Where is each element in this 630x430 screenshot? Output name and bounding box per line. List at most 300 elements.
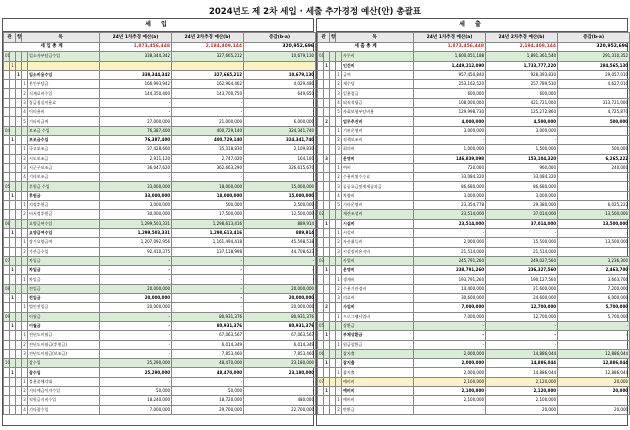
value-diff: 3,663,700: [558, 275, 630, 284]
value-diff: -: [244, 108, 316, 117]
value-diff: 20,000,000: [244, 303, 316, 312]
value-prev: 2,100,000: [414, 377, 486, 386]
value-prev: 7,000,000: [100, 405, 172, 414]
table-row: [4, 349, 316, 358]
table-row: [4, 359, 316, 368]
value-curr: 33,084,320: [486, 173, 558, 182]
value-diff: 20,000,000: [244, 294, 316, 303]
table-row: [318, 145, 630, 154]
value-curr: 37,014,000: [486, 210, 558, 219]
item-name: 시설비: [342, 219, 414, 228]
code-sub: 2: [22, 210, 28, 219]
table-row: [4, 266, 316, 275]
table-row: [4, 303, 316, 312]
header-curr: 24년 2차추경 예산(b): [172, 33, 244, 43]
value-diff: -: [558, 321, 630, 330]
value-curr: -: [172, 98, 244, 107]
table-row: [4, 61, 316, 70]
value-curr: 600,000: [486, 89, 558, 98]
table-row: [4, 80, 316, 89]
value-diff: 23,180,000: [244, 368, 316, 377]
value-diff: 15,000,000: [244, 182, 316, 191]
code-sub: 1: [22, 331, 28, 340]
item-name: 사업비: [342, 256, 414, 265]
revenue-total-row: [4, 43, 316, 52]
value-curr: 2,100,000: [486, 396, 558, 405]
code-sub: 2: [22, 247, 28, 256]
value-prev: 2,100,000: [414, 396, 486, 405]
code-mok: 1: [16, 70, 22, 79]
table-row: [318, 266, 630, 275]
code-hang: 1: [324, 61, 330, 70]
code-sub: 4: [336, 98, 342, 107]
value-curr: [172, 61, 244, 70]
table-row: [318, 284, 630, 293]
table-row: [318, 108, 630, 117]
value-prev: 144,350,400: [100, 89, 172, 98]
revenue-table: [3, 32, 316, 415]
table-row: [4, 396, 316, 405]
code-sub: 1: [336, 70, 342, 79]
code-gwan: 10: [4, 359, 10, 368]
table-row: [4, 126, 316, 135]
table-row: [4, 247, 316, 256]
value-curr: 1,298,613,416: [172, 219, 244, 228]
value-diff: 6,000,000: [558, 294, 630, 303]
item-name: 공공요금및제세공과금: [342, 182, 414, 191]
code-sub: 4: [22, 108, 28, 117]
value-prev: 27,000,000: [100, 117, 172, 126]
value-diff: 20,000,000: [244, 284, 316, 293]
code-hang: 1: [10, 321, 16, 330]
table-row: [4, 284, 316, 293]
item-name: 사무비: [342, 52, 414, 61]
value-diff: -: [558, 173, 630, 182]
table-row: [4, 98, 316, 107]
value-diff: 13,500,000: [558, 238, 630, 247]
value-curr: 1,733,777,220: [486, 61, 558, 70]
table-row: [4, 117, 316, 126]
code-hang: 1: [324, 266, 330, 275]
value-prev: 23,354,778: [414, 201, 486, 210]
value-prev: -: [100, 321, 172, 330]
value-diff: -: [244, 386, 316, 395]
value-curr: 29,700,000: [172, 405, 244, 414]
code-hang: 1: [10, 266, 16, 275]
value-curr: 327,665,212: [172, 52, 244, 61]
value-curr: 362,663,290: [172, 163, 244, 172]
value-diff: 13,500,000: [558, 210, 630, 219]
value-curr: 20,000: [486, 405, 558, 414]
value-prev: 1,299,503,331: [100, 228, 172, 237]
value-prev: 1,207,092,956: [100, 238, 172, 247]
value-prev: -: [414, 405, 486, 414]
value-diff: 45,598,538: [244, 238, 316, 247]
table-row: [4, 386, 316, 395]
value-prev: 4,000,000: [414, 117, 486, 126]
code-sub: 1: [22, 275, 28, 284]
table-row: [4, 173, 316, 182]
value-prev: 2,100,000: [414, 386, 486, 395]
table-row: [4, 135, 316, 144]
value-curr: 35,318,830: [172, 145, 244, 154]
table-row: [4, 228, 316, 237]
table-row: [318, 331, 630, 340]
value-diff: -: [558, 331, 630, 340]
value-prev: 146,839,098: [414, 154, 486, 163]
table-row: [4, 405, 316, 414]
table-row: [4, 377, 316, 386]
item-name: 상환금: [342, 321, 414, 330]
value-diff: -: [244, 377, 316, 386]
value-curr: -: [172, 108, 244, 117]
expenditure-table: [317, 32, 630, 415]
code-sub: 1: [336, 228, 342, 237]
value-diff: 313,721,000: [558, 98, 630, 107]
code-gwan: 05: [318, 321, 324, 330]
revenue-total-label: 세 입 총 계: [4, 43, 100, 52]
value-prev: -: [414, 340, 486, 349]
item-name: 기타보조금: [28, 173, 100, 182]
item-name: 수용기관경비: [342, 284, 414, 293]
expenditure-header-row: [318, 33, 630, 43]
value-diff: 44,708,623: [244, 247, 316, 256]
item-name: 프로그램사업비: [342, 312, 414, 321]
table-row: [318, 349, 630, 358]
value-prev: 18,240,000: [100, 396, 172, 405]
code-sub: 3: [22, 163, 28, 172]
value-diff: -: [558, 191, 630, 200]
item-name: 재산조성비: [342, 210, 414, 219]
header-diff: 증감(b-a): [244, 33, 316, 43]
header-prev: 24년 1차추경 예산(a): [100, 33, 172, 43]
table-row: [318, 303, 630, 312]
value-prev: -: [414, 135, 486, 144]
value-diff: 889,914: [244, 219, 316, 228]
value-curr: 3,000,000: [486, 191, 558, 200]
code-gwan: 03: [318, 256, 324, 265]
value-prev: 2,000,000: [414, 368, 486, 377]
value-curr: 50,000: [172, 386, 244, 395]
table-row: [4, 368, 316, 377]
table-row: [4, 340, 316, 349]
table-row: [318, 70, 630, 79]
item-name: 급여: [342, 70, 414, 79]
value-diff: -: [558, 247, 630, 256]
value-diff: 480,000: [244, 396, 316, 405]
value-diff: 2,500,000: [244, 201, 316, 210]
revenue-header-row: [4, 33, 316, 43]
code-hang: 1: [10, 228, 16, 237]
value-diff: 80,931,376: [244, 312, 316, 321]
value-prev: 30,000,000: [100, 210, 172, 219]
code-gwan: 07: [318, 377, 324, 386]
code-sub: 1: [22, 201, 28, 210]
value-prev: 36,047,620: [100, 163, 172, 172]
item-name: 입소비용수입: [28, 70, 100, 79]
code-hang: 1: [324, 359, 330, 368]
item-name: 요양급여수입: [28, 228, 100, 237]
item-name: 시설비: [342, 228, 414, 237]
value-curr: 12,700,000: [486, 303, 558, 312]
code-sub: 4: [22, 405, 28, 414]
item-name: 차입금: [28, 266, 100, 275]
item-name: 반환금: [342, 405, 414, 414]
code-sub: 1: [336, 312, 342, 321]
item-name: 식재료비수입: [28, 89, 100, 98]
item-name: 이월금: [28, 321, 100, 330]
table-row: [318, 340, 630, 349]
item-name: 여비: [342, 163, 414, 172]
value-curr: 15,500,000: [486, 238, 558, 247]
item-name: 운영비: [342, 154, 414, 163]
value-curr: 153,104,320: [486, 154, 558, 163]
code-hang: 2: [324, 303, 330, 312]
value-curr: 1,891,361,540: [486, 52, 558, 61]
table-row: [4, 321, 316, 330]
value-curr: -: [172, 377, 244, 386]
table-row: [318, 294, 630, 303]
table-row: [4, 256, 316, 265]
value-diff: 500,000: [558, 145, 630, 154]
table-row: [318, 89, 630, 98]
value-prev: 245,791,260: [414, 256, 486, 265]
item-name: 사회보험부담비용: [342, 108, 414, 117]
expenditure-section-title: 세 출: [317, 19, 627, 32]
table-row: [4, 108, 316, 117]
table-row: [318, 386, 630, 395]
item-name: 비지정후원금: [28, 210, 100, 219]
value-curr: -: [172, 266, 244, 275]
value-diff: 12,886,044: [558, 349, 630, 358]
value-prev: 33,084,320: [414, 173, 486, 182]
value-prev: -: [100, 256, 172, 265]
value-prev: 253,162,520: [414, 80, 486, 89]
code-gwan: 05: [4, 182, 10, 191]
header-hang: 항: [16, 33, 22, 43]
value-curr: -: [486, 340, 558, 349]
value-diff: 22,700,000: [244, 405, 316, 414]
table-row: [4, 70, 316, 79]
value-diff: 15,000,000: [244, 191, 316, 200]
value-diff: 80,931,376: [244, 321, 316, 330]
expenditure-panel: [316, 18, 628, 426]
header-prev: 24년 1차추경 예산(a): [414, 33, 486, 43]
value-curr: 2,120,000: [486, 377, 558, 386]
revenue-section-title: 세 입: [3, 19, 313, 32]
value-diff: -: [244, 266, 316, 275]
value-prev: 92,410,375: [100, 247, 172, 256]
value-prev: 20,000,000: [100, 294, 172, 303]
value-curr: 7,853,460: [172, 349, 244, 358]
header-mok: 목: [336, 33, 414, 43]
table-row: [4, 154, 316, 163]
value-prev: 20,000,000: [100, 303, 172, 312]
value-curr: -: [172, 256, 244, 265]
value-curr: 257,789,530: [486, 80, 558, 89]
value-diff: 6,014,349: [244, 340, 316, 349]
value-prev: 600,000: [414, 89, 486, 98]
value-prev: -: [100, 266, 172, 275]
value-curr: -: [172, 294, 244, 303]
value-curr: -: [172, 275, 244, 284]
value-prev: 129,998,730: [414, 108, 486, 117]
table-row: [4, 201, 316, 210]
value-curr: 500,000: [172, 201, 244, 210]
table-row: [318, 163, 630, 172]
table-row: [318, 405, 630, 414]
header-diff: 증감(b-a): [558, 33, 630, 43]
item-name: 전년도이월금(보조금): [28, 349, 100, 358]
code-hang: 1: [10, 135, 16, 144]
table-row: [318, 359, 630, 368]
code-gwan: 01: [318, 52, 324, 61]
code-hang: 1: [10, 368, 16, 377]
item-name: 이월금: [28, 312, 100, 321]
table-row: [4, 238, 316, 247]
code-hang: 1: [324, 386, 330, 395]
value-diff: 164,100: [244, 154, 316, 163]
value-diff: 23,180,000: [244, 359, 316, 368]
value-prev: 2,000,000: [414, 349, 486, 358]
value-prev: -: [100, 349, 172, 358]
table-row: [318, 182, 630, 191]
header-gwan: 관: [4, 33, 16, 43]
value-curr: 400,729,140: [172, 126, 244, 135]
code-gwan: 02: [318, 210, 324, 219]
value-curr: 21,514,000: [486, 247, 558, 256]
code-sub: 3: [22, 349, 28, 358]
value-curr: 48,470,000: [172, 368, 244, 377]
item-name: 차입금: [28, 256, 100, 265]
code-sub: 1: [336, 163, 342, 172]
code-sub: 2: [336, 80, 342, 89]
code-sub: 1: [336, 275, 342, 284]
item-name: 차입금: [28, 275, 100, 284]
item-name: 인건비: [342, 61, 414, 70]
value-diff: 20,000: [558, 405, 630, 414]
code-sub: 2: [336, 173, 342, 182]
item-name: 잡지출: [342, 349, 414, 358]
item-name: 장기요양급여: [28, 238, 100, 247]
item-name: 입소자부담금수입: [28, 52, 100, 61]
table-row: [4, 294, 316, 303]
item-name: 후원금: [28, 191, 100, 200]
table-row: [318, 210, 630, 219]
value-diff: 5,700,000: [558, 312, 630, 321]
value-prev: 20,000,000: [100, 284, 172, 293]
item-name: 상급침실이용료: [28, 98, 100, 107]
value-prev: 338,344,342: [100, 52, 172, 61]
value-curr: -: [172, 173, 244, 182]
value-curr: -: [486, 228, 558, 237]
header-gwan: 관: [318, 33, 330, 43]
value-diff: -: [558, 89, 630, 98]
value-curr: 18,000,000: [172, 182, 244, 191]
item-name: [28, 61, 100, 70]
code-sub: 2: [336, 405, 342, 414]
table-row: [318, 173, 630, 182]
value-diff: -: [244, 173, 316, 182]
value-prev: 37,428,660: [100, 145, 172, 154]
value-diff: 10,679,130: [244, 70, 316, 79]
value-diff: 12,886,044: [558, 359, 630, 368]
value-diff: 12,500,000: [244, 210, 316, 219]
value-diff: -: [558, 396, 630, 405]
value-diff: 5,700,000: [558, 303, 630, 312]
code-gwan: 04: [4, 126, 10, 135]
table-row: [318, 117, 630, 126]
item-name: 지정후원금: [28, 201, 100, 210]
value-diff: 3,236,300: [558, 256, 630, 265]
value-prev: 957,450,840: [414, 70, 486, 79]
value-prev: 76,387,400: [100, 126, 172, 135]
value-curr: 12,700,000: [486, 312, 558, 321]
item-name: 부채상환금: [342, 331, 414, 340]
item-name: 기타예금이자수입: [28, 386, 100, 395]
value-curr: 17,500,000: [172, 210, 244, 219]
code-sub: 5: [336, 108, 342, 117]
value-curr: 18,720,000: [172, 396, 244, 405]
table-row: [318, 61, 630, 70]
value-diff: -: [558, 340, 630, 349]
value-prev: 2,000,000: [414, 238, 486, 247]
item-name: 직책보조비: [342, 135, 414, 144]
table-row: [318, 154, 630, 163]
value-prev: -: [100, 275, 172, 284]
item-name: 기타비급여: [28, 117, 100, 126]
value-curr: -: [486, 135, 558, 144]
table-row: [318, 135, 630, 144]
item-name: 가산금수입: [28, 247, 100, 256]
value-curr: 1,500,000: [486, 145, 558, 154]
value-curr: 67,063,567: [172, 331, 244, 340]
code-sub: 1: [22, 145, 28, 154]
table-row: [318, 377, 630, 386]
value-prev: 338,344,342: [100, 70, 172, 79]
value-prev: 7,000,000: [414, 312, 486, 321]
code-sub: 4: [336, 191, 342, 200]
value-curr: 3,000,000: [486, 126, 558, 135]
value-curr: 14,886,044: [486, 349, 558, 358]
value-diff: 13,500,000: [558, 219, 630, 228]
item-name: 예비비: [342, 396, 414, 405]
value-curr: 24,600,000: [486, 294, 558, 303]
code-sub: 5: [22, 117, 28, 126]
value-curr: 1,298,613,416: [172, 228, 244, 237]
item-name: 시도보조금: [28, 154, 100, 163]
value-prev: 238,791,260: [414, 266, 486, 275]
item-name: 직원급식비수입: [28, 396, 100, 405]
value-prev: -: [414, 331, 486, 340]
code-gwan: 08: [4, 284, 10, 293]
item-name: 제수당: [342, 80, 414, 89]
value-curr: 143,700,750: [172, 89, 244, 98]
item-name: 수용비및수수료: [342, 173, 414, 182]
item-name: 예비비: [342, 377, 414, 386]
value-diff: 291,310,352: [558, 52, 630, 61]
value-diff: -: [558, 135, 630, 144]
document-title: 2024년도 제 2차 세입 · 세출 추가경정 예산(안) 총괄표: [208, 7, 422, 17]
value-prev: -: [100, 340, 172, 349]
table-row: [4, 145, 316, 154]
value-prev: 25,290,000: [100, 359, 172, 368]
value-curr: 80,931,376: [172, 321, 244, 330]
value-prev: 2,911,120: [100, 154, 172, 163]
table-row: [4, 219, 316, 228]
item-name: 요양급여수입: [28, 219, 100, 228]
item-name: 전년도이월금(후원금): [28, 340, 100, 349]
